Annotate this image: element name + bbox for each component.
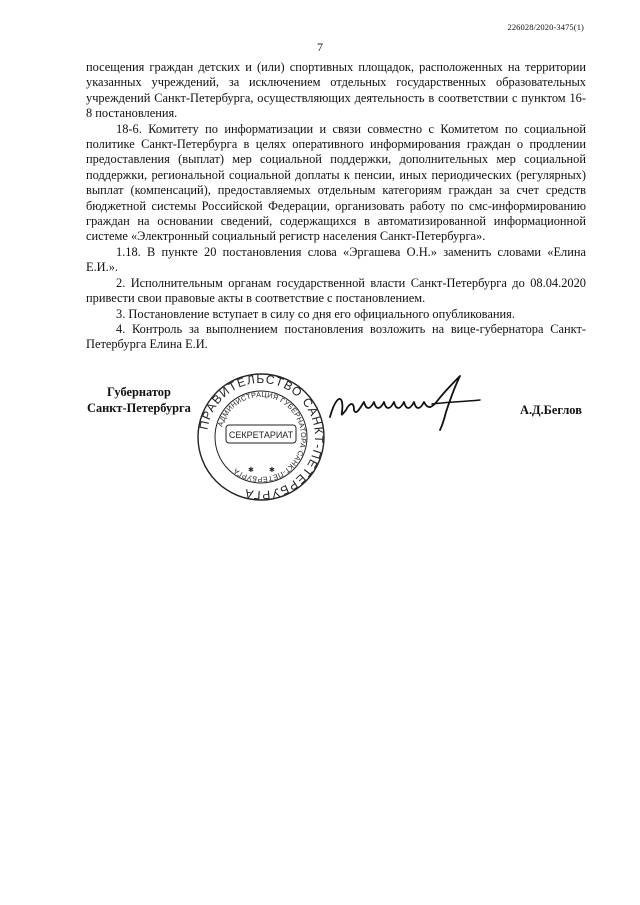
signer-title-line: Санкт-Петербурга xyxy=(87,400,191,415)
svg-text:✱: ✱ xyxy=(248,466,254,474)
paragraph: 2. Исполнительным органам государственной власти Санкт-Петербурга до 08.04.2020 привести свои правовые акты в соответствие с постановлением. xyxy=(86,275,586,306)
seal-outer-text: ПРАВИТЕЛЬСТВО САНКТ-ПЕТЕРБУРГА xyxy=(196,372,326,502)
paragraph: 4. Контроль за выполнением постановления возложить на вице-губернатора Санкт-Петербурга Елина Е.И. xyxy=(86,321,586,352)
seal-center-text: СЕКРЕТАРИАТ xyxy=(228,430,294,440)
handwritten-signature xyxy=(320,372,500,432)
document-code: 226028/2020-3475(1) xyxy=(507,22,584,32)
svg-text:✱: ✱ xyxy=(269,466,275,474)
paragraph: 18-6. Комитету по информатизации и связи совместно с Комитетом по социальной политике Санкт-Петербурга в целях оперативного информирования граждан о продлении предоставления (выплат) мер социальной поддержки, дополнительных мер социальной поддержки, региональной социальной доплаты к пенсии, иных периодических (регулярных) выплат (компенсаций), предоставляемых отдельным категориям граждан за счет средств бюджетной системы Российской Федерации, организовать работу по смс-информированию граждан на основании сведений, содержащихся в автоматизированной информационной системе «Электронный социальный регистр населения Санкт-Петербурга». xyxy=(86,121,586,244)
official-seal-stamp xyxy=(196,372,326,502)
signer-title-line: Губернатор xyxy=(107,385,171,399)
paragraph: посещения граждан детских и (или) спортивных площадок, расположенных на территории указанных учреждений, за исключением отдельных государственных образовательных учреждений Санкт-Петербурга, осуществляющих деятельность в соответствии с пунктом 16-8 постановления. xyxy=(86,60,586,121)
page-number: 7 xyxy=(317,40,323,54)
signer-name: А.Д.Беглов xyxy=(520,403,582,417)
paragraph: 1.18. В пункте 20 постановления слова «Эргашева О.Н.» заменить словами «Елина Е.И.». xyxy=(86,244,586,275)
signer-title xyxy=(87,385,191,416)
body-text xyxy=(86,60,586,353)
seal-inner-text: АДМИНИСТРАЦИЯ ГУБЕРНАТОРА САНКТ-ПЕТЕРБУРГА xyxy=(215,389,309,485)
paragraph: 3. Постановление вступает в силу со дня его официального опубликования. xyxy=(116,306,515,321)
